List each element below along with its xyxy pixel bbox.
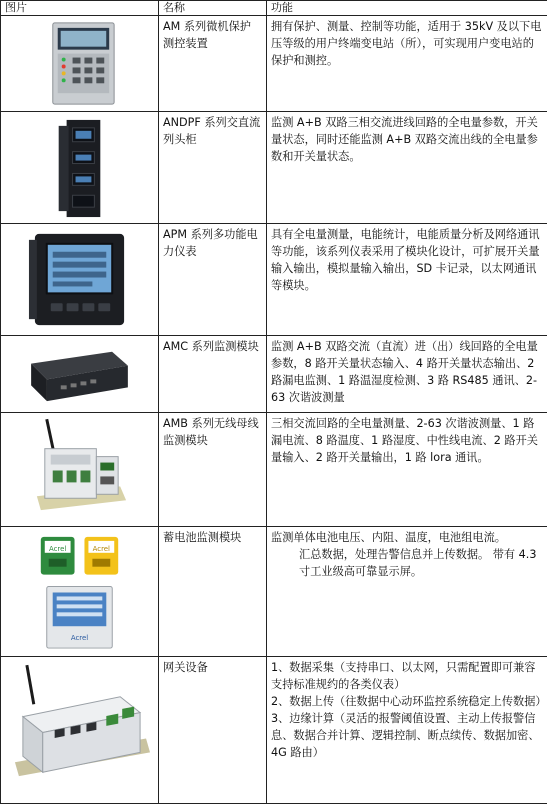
andpf-cabinet-icon [1, 112, 158, 223]
apm-meter-image [1, 224, 159, 336]
gateway-image [1, 657, 159, 804]
amb-module-image [1, 413, 159, 527]
am-protection-device-icon [1, 16, 158, 111]
row-name: APM 系列多功能电力仪表 [159, 224, 267, 336]
table-row [1, 413, 547, 527]
header-image: 图片 [1, 1, 159, 16]
row-name: ANDPF 系列交直流列头柜 [159, 112, 267, 224]
am-device-image [1, 16, 159, 112]
table-row [1, 224, 547, 336]
row-function: 三相交流回路的全电量测量、2-63 次谐波测量、1 路漏电流、8 路温度、1 路湿度、中性线电流、2 路开关量输入、2 路开关量输出，1 路 lora 通讯。 [267, 413, 547, 527]
row-function: 监测 A+B 双路三相交流进线回路的全电量参数，开关量状态，同时还能监测 A+B 双路交流出线的全电量参数和开关量状态。 [267, 112, 547, 224]
row-function: 具有全电量测量，电能统计，电能质量分析及网络通讯等功能，该系列仪表采用了模块化设计，可扩展开关量输入输出，模拟量输入输出，SD 卡记录，以太网通讯等模块。 [267, 224, 547, 336]
table-row [1, 112, 547, 224]
row-name: AMC 系列监测模块 [159, 336, 267, 413]
row-name: AMB 系列无线母线监测模块 [159, 413, 267, 527]
header-function: 功能 [267, 1, 547, 16]
gateway-device-icon [1, 657, 158, 803]
table-row [1, 657, 547, 804]
apm-power-meter-icon [1, 224, 158, 335]
row-name: 网关设备 [159, 657, 267, 804]
andpf-cabinet-image [1, 112, 159, 224]
row-function: 监测 A+B 双路交流（直流）进（出）线回路的全电量参数，8 路开关量状态输入、4 路开关量状态输出、2 路漏电监测、1 路温湿度检测、3 路 RS485 通讯、2-63 次谐波测量 [267, 336, 547, 413]
table-row [1, 336, 547, 413]
amc-module-image [1, 336, 159, 413]
acrel-label-2: Acrel [93, 545, 110, 553]
row-function: 监测单体电池电压、内阻、温度，电池组电流。 汇总数据，处理告警信息并上传数据。 带有 4.3 寸工业级高可靠显示屏。 [267, 527, 547, 657]
table-row [1, 16, 547, 112]
battery-monitor-icon [1, 527, 158, 656]
table-header-row [1, 1, 547, 16]
row-function: 1、数据采集（支持串口、以太网，只需配置即可兼容支持标准规约的各类仪表） 2、数据上传（往数据中心动环监控系统稳定上传数据） 3、边缘计算（灵活的报警阈值设置、主动上传报警信息、数据合并计算、逻辑控制、断点续传、数据加密、4G 路由） [267, 657, 547, 804]
table-row [1, 527, 547, 657]
acrel-label-1: Acrel [49, 545, 66, 553]
battery-module-image [1, 527, 159, 657]
acrel-label-3: Acrel [71, 634, 88, 642]
row-name: AM 系列微机保护测控装置 [159, 16, 267, 112]
amb-wireless-module-icon [1, 413, 158, 526]
amc-monitor-module-icon [1, 336, 158, 412]
row-name: 蓄电池监测模块 [159, 527, 267, 657]
row-function: 拥有保护、测量、控制等功能，适用于 35kV 及以下电压等级的用户终端变电站（所），可实现用户变电站的保护和测控。 [267, 16, 547, 112]
header-name: 名称 [159, 1, 267, 16]
